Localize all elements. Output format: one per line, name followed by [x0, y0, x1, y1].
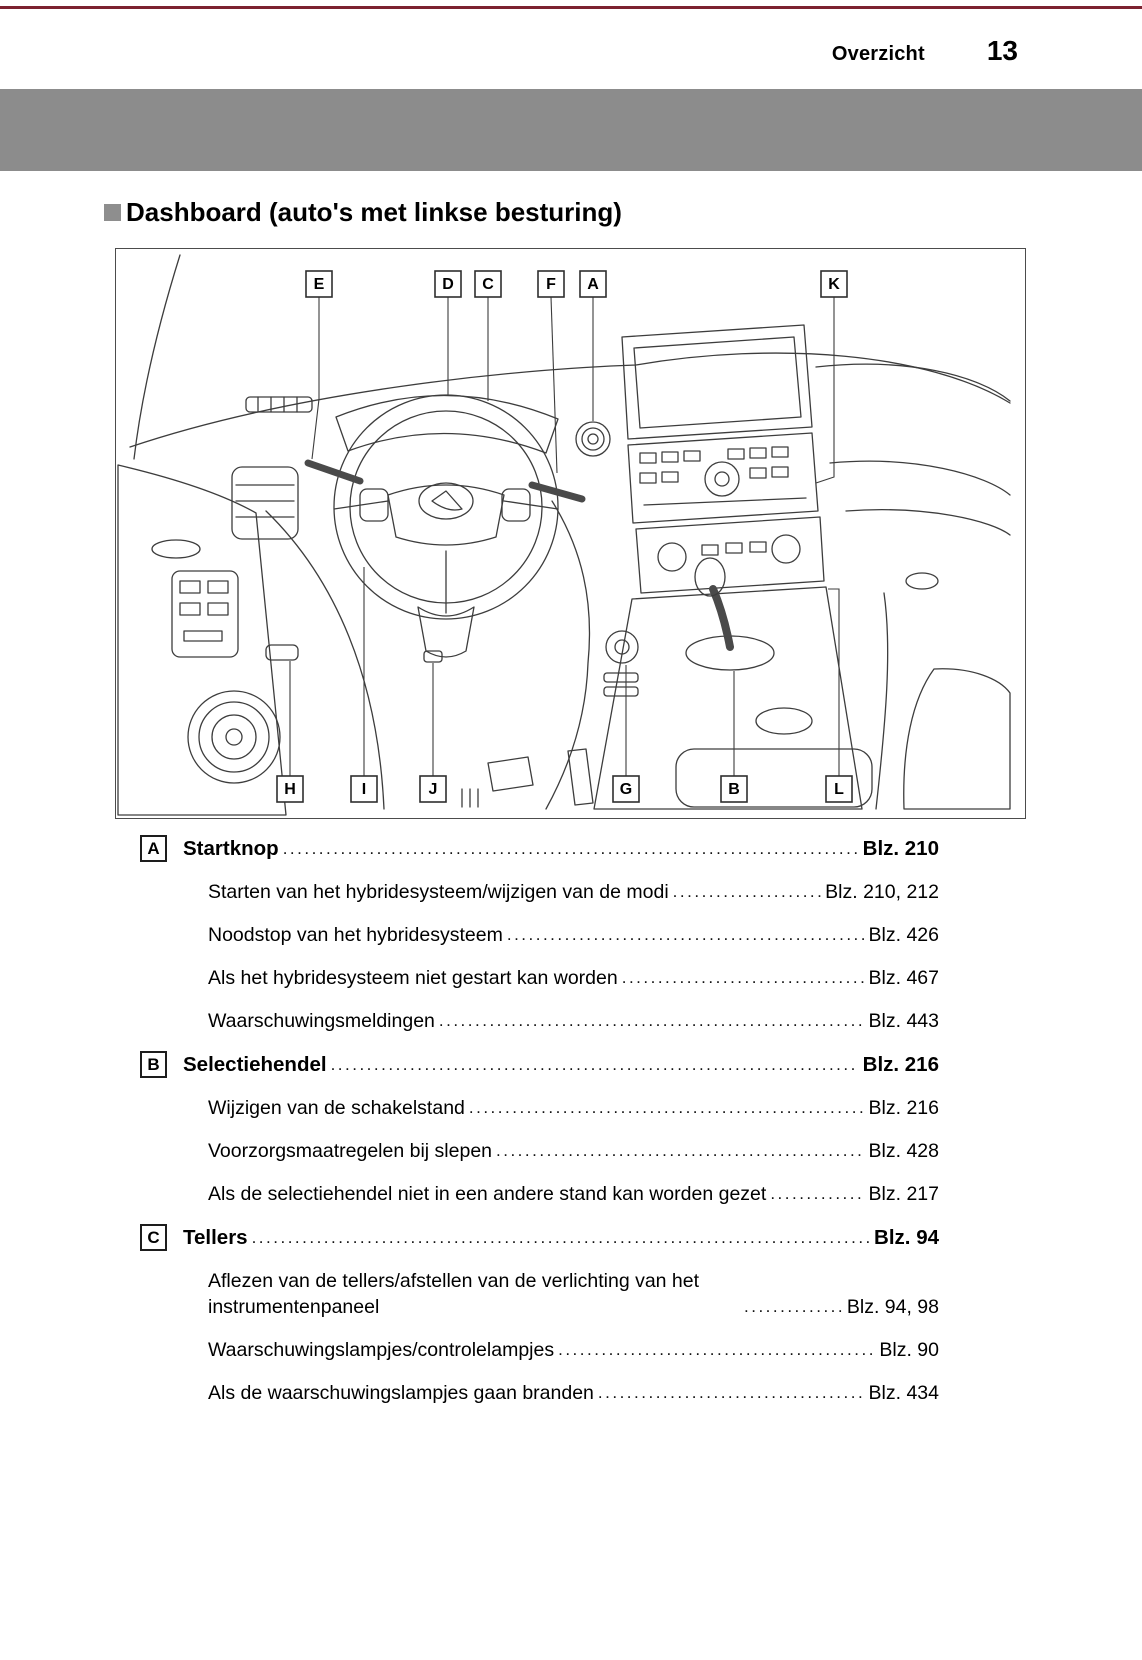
page-number: 13 [986, 35, 1018, 66]
nav-screen [622, 325, 812, 439]
subentry-page: Blz. 443 [868, 1010, 939, 1032]
dot-leader [622, 965, 865, 991]
subentry-text: Als het hybridesysteem niet gestart kan worden [208, 967, 618, 989]
subentry-text: Starten van het hybridesysteem/wijzigen van de modi [208, 881, 669, 903]
gear-shifter [686, 558, 774, 670]
glovebox-area [816, 364, 1010, 809]
subentry-page: Blz. 216 [868, 1097, 939, 1119]
dot-leader [673, 879, 821, 905]
index-subentry [140, 1380, 939, 1406]
callout-letter-d: D [442, 276, 454, 293]
dot-leader [469, 1095, 865, 1121]
pedals [462, 749, 593, 807]
subentry-page: Blz. 94, 98 [846, 1296, 939, 1318]
dot-leader [507, 922, 865, 948]
index-entry-selectiehendel [140, 1051, 939, 1078]
index-entry-tellers [140, 1224, 939, 1251]
subentry-text: Wijzigen van de schakelstand [208, 1097, 465, 1119]
subentry-page: Blz. 426 [868, 924, 939, 946]
instrument-cluster [336, 395, 558, 453]
dot-leader [598, 1380, 865, 1406]
index-subentry [140, 1181, 939, 1207]
dot-leader [496, 1138, 865, 1164]
subentry-text: Aflezen van de tellers/afstellen van de verlichting van het instrumentenpaneel [208, 1270, 700, 1318]
dot-leader [744, 1294, 843, 1320]
index-subentry [140, 1008, 939, 1034]
index-subentry [140, 1337, 939, 1363]
callout-letter-b: B [728, 781, 740, 798]
subentry-text: Noodstop van het hybridesysteem [208, 924, 503, 946]
passenger-seat [904, 669, 1010, 809]
section-label: Overzicht [831, 43, 925, 65]
index-subentry [140, 1138, 939, 1164]
callout-boxes [277, 271, 852, 802]
subentry-text: Voorzorgsmaatregelen bij slepen [208, 1140, 493, 1162]
callout-badge-c: C [140, 1224, 167, 1251]
entry-title: Startknop [183, 837, 279, 860]
page-header [0, 9, 1142, 67]
dot-leader [252, 1225, 870, 1251]
callout-letter-l: L [834, 781, 844, 798]
audio-panel [628, 433, 818, 523]
start-button [576, 422, 610, 456]
entry-title: Tellers [183, 1226, 248, 1249]
index-entry-startknop [140, 835, 939, 862]
callout-badge-a: A [140, 835, 167, 862]
subentry-page: Blz. 434 [868, 1382, 939, 1404]
index-subentry [140, 879, 939, 905]
subentry-page: Blz. 428 [868, 1140, 939, 1162]
dot-leader [770, 1181, 864, 1207]
subentry-text: Waarschuwingslampjes/controlelampjes [208, 1339, 555, 1361]
page-title [104, 197, 1142, 228]
steering-wheel [334, 395, 558, 662]
subentry-page: Blz. 210, 212 [825, 881, 939, 903]
subentry-page: Blz. 467 [868, 967, 939, 989]
subentry-text: Waarschuwingsmeldingen [208, 1010, 435, 1032]
callout-letter-h: H [284, 781, 296, 798]
chapter-banner [0, 89, 1142, 171]
callout-badge-b: B [140, 1051, 167, 1078]
callout-letter-a: A [587, 276, 599, 293]
dot-leader [439, 1008, 865, 1034]
index-subentry [140, 1095, 939, 1121]
index-list [115, 835, 1027, 1406]
callout-letter-j: J [428, 781, 438, 798]
dot-leader [558, 1337, 875, 1363]
subentry-text: Als de waarschuwingslampjes gaan branden [208, 1382, 594, 1404]
index-subentry [140, 1268, 939, 1320]
entry-page: Blz. 216 [862, 1053, 939, 1076]
climate-panel [636, 517, 824, 593]
dot-leader [331, 1052, 859, 1078]
callout-letter-e: E [313, 276, 325, 293]
callout-letter-c: C [482, 276, 494, 293]
dashboard-illustration [116, 249, 1024, 817]
entry-page: Blz. 94 [874, 1226, 939, 1249]
door-speaker [188, 691, 280, 783]
entry-title: Selectiehendel [183, 1053, 327, 1076]
subentry-text: Als de selectiehendel niet in een andere stand kan worden gezet [208, 1183, 767, 1205]
dashboard-figure [115, 248, 1026, 819]
index-subentry [140, 965, 939, 991]
page-title-text: Dashboard (auto's met linkse besturing) [126, 197, 622, 227]
callout-letter-i: I [361, 781, 367, 798]
drive-mode-knob [606, 631, 638, 663]
window-outline [130, 255, 1010, 459]
index-subentry [140, 922, 939, 948]
callout-letter-f: F [546, 276, 556, 293]
callout-letter-g: G [619, 781, 633, 798]
subentry-page: Blz. 90 [879, 1339, 939, 1361]
air-vents [232, 397, 590, 809]
title-square-icon [104, 204, 121, 221]
dot-leader [283, 836, 859, 862]
callout-letter-k: K [828, 276, 840, 293]
subentry-page: Blz. 217 [868, 1183, 939, 1205]
entry-page: Blz. 210 [862, 837, 939, 860]
